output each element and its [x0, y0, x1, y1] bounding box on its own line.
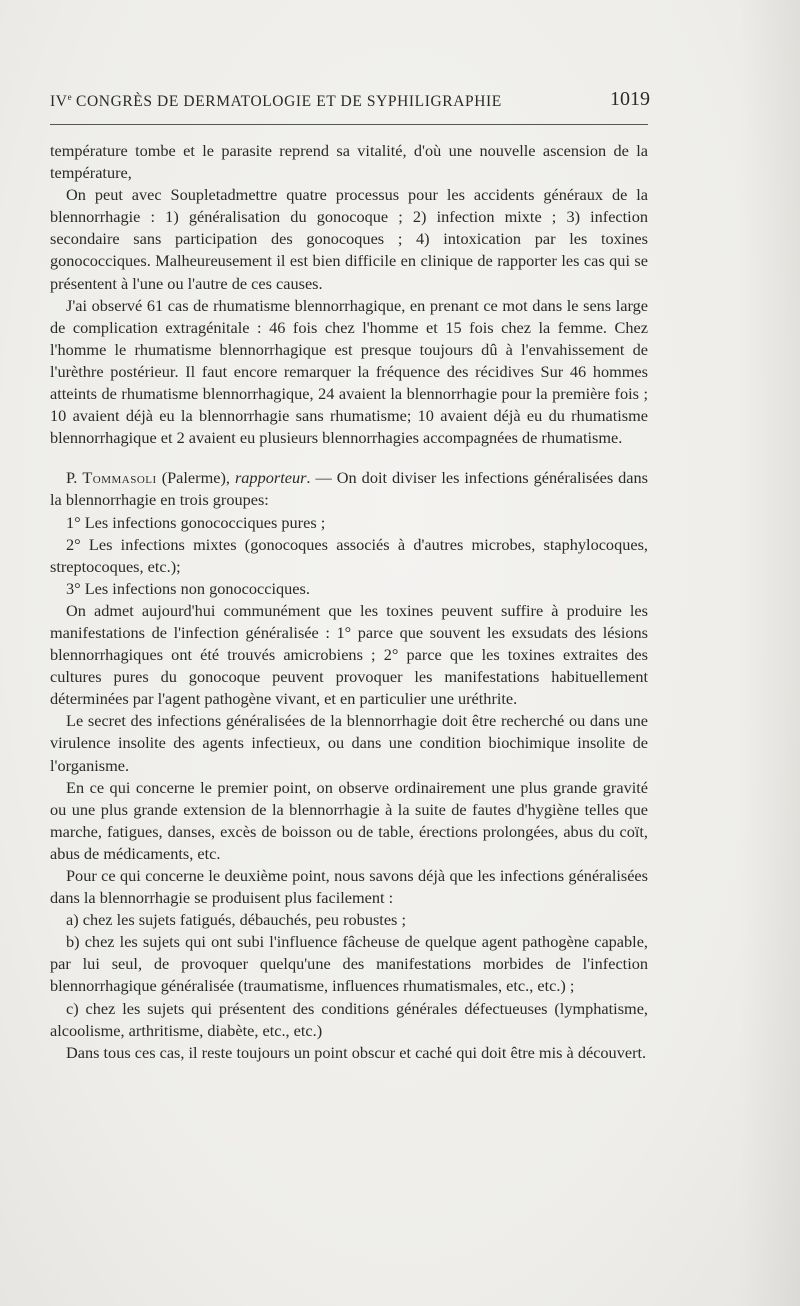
header-title-superscript: e	[67, 92, 72, 102]
running-header	[50, 88, 650, 116]
list-item-group-2: 2° Les infections mixtes (gonocoques associés à d'autres microbes, staphylocoques, streptocoques, etc.);	[50, 534, 648, 576]
page-edge-shadow	[740, 0, 800, 1306]
speaker-statement: . — On doit diviser les infections généralisées dans la blennorrhagie en trois groupes:	[50, 468, 649, 510]
paragraph-toxines: On admet aujourd'hui communément que les toxines peuvent suffire à produire les manifestations de l'infection généralisée : 1° parce que souvent les exsudats des lésions blennorrhagiques ont été trouvés amicrobiens ; 2° parce que les toxines extraites des cultures pures du gonocoque peuvent provoquer les manifestations habituellement déterminées par l'agent pathogène vivant, et en particulier une uréthrite.	[50, 600, 648, 709]
list-item-group-1: 1° Les infections gonococciques pures ;	[66, 512, 326, 532]
header-title-rest: CONGRÈS DE DERMATOLOGIE ET DE SYPHILIGRAPHIE	[71, 93, 502, 111]
list-item-group-3: 3° Les infections non gonococciques.	[66, 578, 310, 598]
speaker-name: Tommasoli	[82, 468, 157, 488]
speaker-place: (Palerme),	[156, 468, 235, 488]
speaker-initial: P.	[66, 468, 78, 488]
paragraph-secret: Le secret des infections généralisées de la blennorrhagie doit être recherché ou dans une virulence insolite des agents infectieux, ou dans une condition biochimique insolite de l'organisme.	[50, 711, 648, 775]
paragraph-souplet: On peut avec Soupletadmettre quatre processus pour les accidents généraux de la blennorrhagie : 1) généralisation du gonocoque ; 2) infection mixte ; 3) infection secondaire sans participation des gonocoques ; 4) intoxication par les toxines gonococciques. Malheureusement il est bien difficile en clinique de rapporter les cas qui se présentent à l'une ou l'autre de ces causes.	[50, 185, 648, 293]
list-item-a: a) chez les sujets fatigués, débauchés, peu robustes ;	[66, 910, 406, 930]
list-item-b: b) chez les sujets qui ont subi l'influence fâcheuse de quelque agent pathogène capable, par lui seul, de provoquer quelqu'une des manifestations morbides de l'infection blennorrhagique généralisée (traumatisme, influences rhumatismales, etc., etc.) ;	[50, 932, 648, 996]
paragraph-tommasoli	[50, 467, 648, 511]
paragraph-observations: J'ai observé 61 cas de rhumatisme blennorrhagique, en prenant ce mot dans le sens large de complication extragénitale : 46 fois chez l'homme et 15 fois chez la femme. Chez l'homme le rhumatisme blennorrhagique est presque toujours dû à l'envahissement de l'urèthre postérieur. Il faut encore remarquer la fréquence des récidives Sur 46 hommes atteints de rhumatisme blennorrhagique, 24 avaient la blennorrhagie pour la première fois ; 10 avaient déjà eu la blennorrhagie sans rhumatisme; 10 avaient déjà eu du rhumatisme blennorrhagique et 2 avaient eu plusieurs blennorrhagies accompagnées de rhumatisme.	[50, 295, 648, 448]
header-rule	[50, 124, 648, 125]
paragraph-continuation: température tombe et le parasite reprend sa vitalité, d'où une nouvelle ascension de la température,	[50, 141, 648, 183]
paragraph-premier-point: En ce qui concerne le premier point, on observe ordinairement une plus grande gravité ou une plus grande extension de la blennorrhagie à la suite de fautes d'hygiène telles que marche, fatigues, danses, excès de boisson ou de table, érections prolongées, abus du coït, abus de médicaments, etc.	[50, 777, 648, 863]
body-text	[50, 140, 648, 1064]
list-item-c: c) chez les sujets qui présentent des conditions générales défectueuses (lymphatisme, alcoolisme, arthritisme, diabète, etc., etc.)	[50, 998, 648, 1040]
paragraph-deuxieme-point: Pour ce qui concerne le deuxième point, nous savons déjà que les infections généralisées dans la blennorrhagie se produisent plus facilement :	[50, 866, 648, 908]
header-title-prefix: IV	[50, 93, 68, 111]
paragraph-conclusion: Dans tous ces cas, il reste toujours un point obscur et caché qui doit être mis à découvert.	[66, 1042, 647, 1062]
running-header-title	[50, 92, 502, 111]
speaker-role: rapporteur	[234, 468, 307, 488]
page-number: 1019	[610, 88, 650, 110]
